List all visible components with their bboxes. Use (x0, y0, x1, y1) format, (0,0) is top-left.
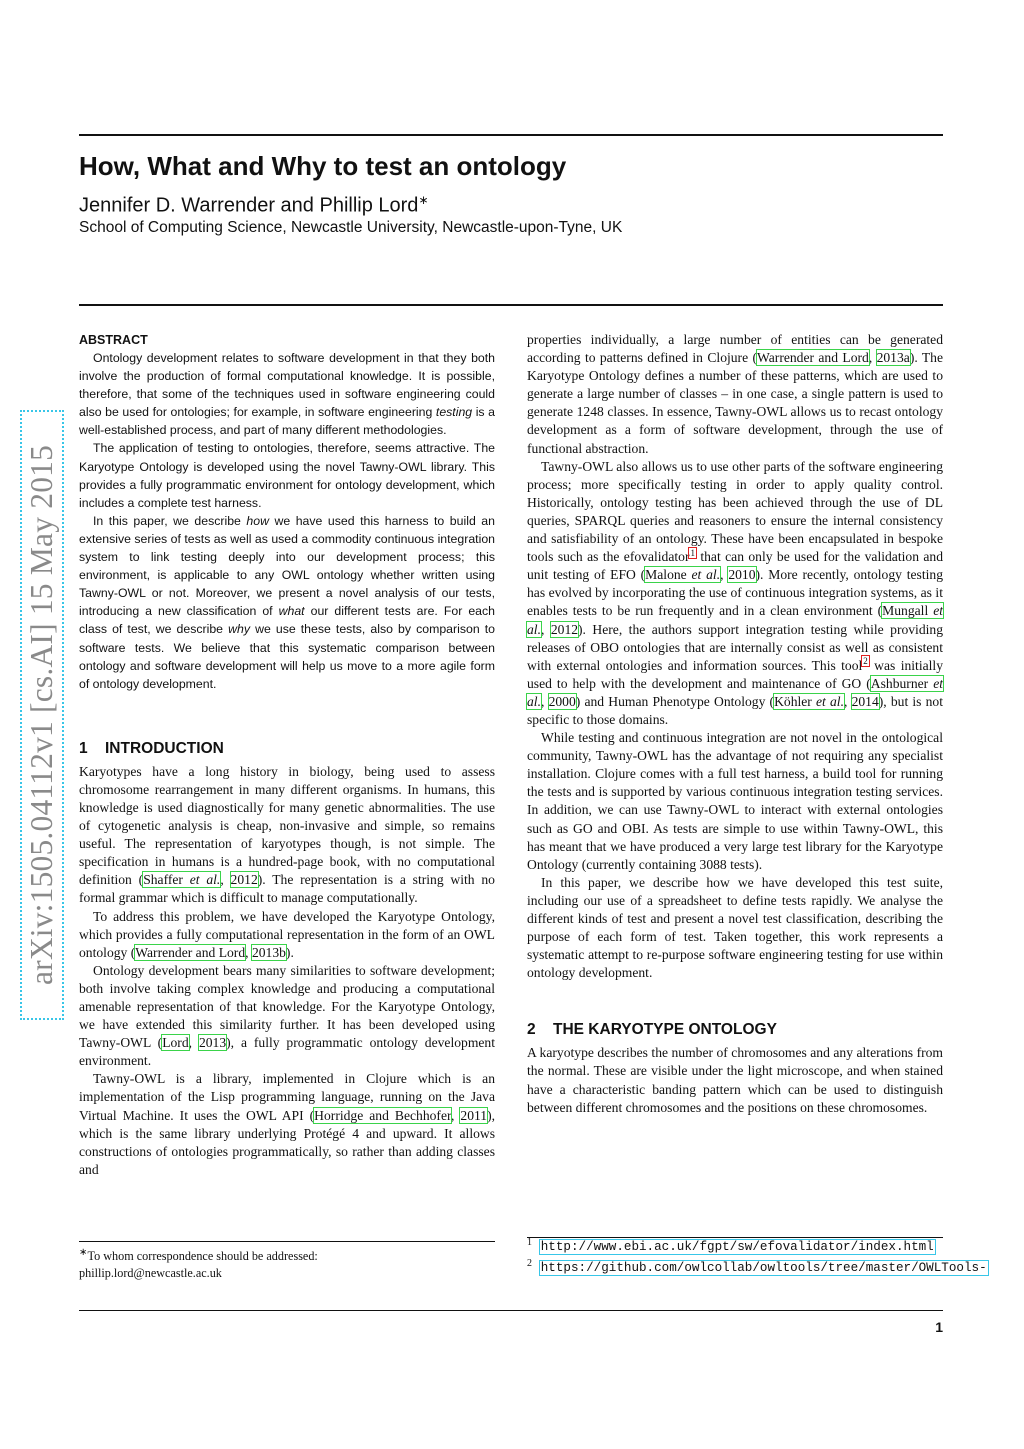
author-mark: ∗ (418, 193, 429, 207)
citation-link[interactable]: Mungall et al. (527, 603, 944, 637)
arxiv-stamp-text: arXiv:1505.04112v1 [cs.AI] 15 May 2015 (24, 444, 59, 986)
correspondence-email: phillip.lord@newcastle.ac.uk (79, 1266, 222, 1281)
citation-link[interactable]: 2013 (198, 1035, 227, 1051)
correspondence-footnote (79, 1244, 495, 1282)
citation-link[interactable]: Shaffer et al. (143, 872, 221, 888)
arxiv-stamp[interactable] (20, 410, 64, 1020)
body-paragraph: In this paper, we describe how we have developed this test suite, including our use of a spreadsheet to define tests rapidly. We analyse the different kinds of test and present a novel test classification, describing the purpose of each form of test. Taken together, this work represents a systematic attempt to re-purpose software engineering testing for use within ontology development. (527, 874, 943, 981)
section-heading (527, 1020, 943, 1040)
body-paragraph: properties individually, a large number of entities can be generated according to patterns defined in Clojure (Warrender and Lord, 2013a). The Karyotype Ontology defines a number of these patterns, which are used to generate a large number of classes – in one case, a single pattern is used to generate 1248 classes. In essence, Tawny-OWL allows us to recast ontology development as a form of software development, through the use of functional abstraction. (527, 332, 943, 456)
body-paragraph: Tawny-OWL is a library, implemented in Clojure which is an implementation of the Lisp programming language, running on the Java Virtual Machine. It uses the OWL API (Horridge and Bechhofer, 2011), which is the same library underlying Protégé 4 and upward. It allows constructions of ontologies programmatically, so rather than adding classes and (79, 1071, 496, 1177)
footnote-ref-link[interactable]: 1 (690, 547, 695, 558)
citation-link[interactable]: 2012 (550, 621, 579, 637)
citation-link[interactable]: Lord (162, 1035, 189, 1051)
footnote-2 (527, 1258, 997, 1275)
header-rule (79, 304, 943, 306)
footnote-rule (527, 1237, 943, 1238)
citation-link[interactable]: 2014 (851, 693, 879, 709)
body-paragraph: To address this problem, we have developed the Karyotype Ontology, which provides a fully computational representation in the form of an OWL ontology (Warrender and Lord, 2013b). (79, 908, 495, 960)
footnote-mark: ∗ (79, 1247, 88, 1258)
citation-link[interactable]: Warrender and Lord (135, 944, 246, 960)
abstract-paragraph: The application of testing to ontologies, therefore, seems attractive. The Karyotype Ontology is developed using the novel Tawny-OWL library. This provides a fully programmatic environment for ontology development, which includes a complete test harness. (79, 441, 495, 510)
body-paragraph: Ontology development bears many similarities to software development; both involve taking complex knowledge and producing a computational amenable representation of that knowledge. For the Karyotype Ontology, we have extended this similarity further. It has been developed using Tawny-OWL (Lord, 2013), a fully programmatic ontology development environment. (79, 962, 496, 1069)
body-paragraph: A karyotype describes the number of chromosomes and any alterations from the normal. These are visible under the light microscope, and when stained have a characteristic banding pattern which can be used to distinguish between different chromosomes and the positions on these chromosomes. (527, 1045, 943, 1115)
footnote-number: 2 (527, 1258, 532, 1269)
citation-link[interactable]: Köhler et al. (774, 693, 844, 709)
bottom-rule (79, 1310, 943, 1311)
section-title: INTRODUCTION (105, 739, 224, 757)
top-rule (79, 134, 943, 136)
footnote-rule (79, 1241, 495, 1242)
citation-link[interactable]: Ashburner et al. (527, 675, 944, 709)
section-title: THE KARYOTYPE ONTOLOGY (553, 1021, 777, 1039)
left-column (79, 331, 495, 1179)
correspondence-text: To whom correspondence should be addressed: (87, 1249, 318, 1264)
footnote-ref-link[interactable]: 2 (863, 656, 868, 667)
paper-title: How, What and Why to test an ontology (79, 151, 567, 181)
abstract-paragraph: In this paper, we describe how we have used this harness to build an extensive series of tests as well as used a commodity continuous integration system to link testing deeply into our development process; this environment, is applicable to any OWL ontology whether written using Tawny-OWL or not. Moreover, we present a novel analysis of our tests, introducing a new classification of what our different tests are. For each class of test, we describe why we use these tests, also by comparison to software tests. We believe that this systematic comparison between ontology and software development will help us move to a more agile form of ontology development. (79, 513, 495, 691)
footnote-url-link[interactable]: http://www.ebi.ac.uk/fgpt/sw/efovalidator/index.html (540, 1240, 934, 1254)
citation-link[interactable]: 2012 (230, 872, 258, 888)
section-number: 2 (527, 1021, 536, 1039)
right-column (527, 331, 943, 1117)
citation-link[interactable]: Horridge and Bechhofer (314, 1107, 451, 1123)
footnote-number: 1 (527, 1237, 532, 1248)
section-heading (79, 739, 495, 759)
citation-link[interactable]: 2011 (460, 1107, 488, 1123)
citation-link[interactable]: 2010 (728, 567, 756, 583)
citation-link[interactable]: Malone et al. (645, 567, 721, 583)
body-paragraph: Tawny-OWL also allows us to use other parts of the software engineering process; more specifically testing in order to apply quality control. Historically, ontology testing has been achieved through the use of DL queries, SPARQL queries and reasoners to ensure the internal consistency and satisfiability of an ontology. These have been encapsulated in bespoke tools such as the efovalidator$^1$ that can only be used for the validation and unit testing of EFO (Malone et al., 2010). More recently, ontology testing has evolved by incorporating the use of continuous integration systems, as it enables tests to be run frequently and in a clean environment (Mungall et al., 2012). Here, the authors support integration testing while providing releases of OBO ontologies that are internally consist as well as consistent with external ontologies and information sources. This tool$^2$ was initially used to help with the development and maintenance of GO (Ashburner et al., 2000) and Human Phenotype Ontology (Köhler et al., 2014), but is not specific to those domains. (527, 458, 944, 727)
authors: Jennifer D. Warrender and Phillip Lord (79, 194, 419, 217)
footnote-url-link[interactable]: https://github.com/owlcollab/owltools/tree/master/OWLTools- (540, 1261, 987, 1275)
body-paragraph: Karyotypes have a long history in biology, being used to assess chromosome rearrangement in many different organisms. In humans, this knowledge is used diagnostically for many genetic abnormalities. The use of cytogenetic analysis is cheap, non-invasive and simple, so remains useful. The representation of karyotypes though, is not simple. The specification in humans is a hundred-page book, with no computational definition (Shaffer et al., 2012). The representation is a string with no formal grammar which is difficult to manage computationally. (79, 763, 495, 906)
citation-link[interactable]: Warrender and Lord (757, 350, 869, 366)
citation-link[interactable]: 2000 (548, 693, 576, 709)
citation-link[interactable]: 2013b (251, 944, 286, 960)
page-number: 1 (935, 1319, 943, 1335)
citation-link[interactable]: 2013a (876, 350, 910, 366)
footnote-1 (527, 1237, 997, 1254)
body-paragraph: While testing and continuous integration are not novel in the ontological community, Tawny-OWL has the advantage of not requiring any specialist installation. Clojure comes with a full test harness, a build tool for running the tests and is supported by various continuous integration testing services. In addition, we can use Tawny-OWL to interact with external ontologies such as GO and OBI. As tests are simple to use within Tawny-OWL, this has meant that we have produced a very large test library for the Karyotype Ontology (currently containing 3088 tests). (527, 730, 943, 872)
abstract-heading: ABSTRACT (79, 333, 148, 347)
author-line (79, 187, 943, 219)
affiliation: School of Computing Science, Newcastle University, Newcastle-upon-Tyne, UK (79, 219, 623, 236)
abstract-paragraph: Ontology development relates to software development in that they both involve the production of formal computational knowledge. It is possible, therefore, that some of the techniques used in software engineering could also be used for ontologies; for example, in software engineering testing is a well-established process, and part of many different methodologies. (79, 351, 495, 438)
section-number: 1 (79, 739, 88, 757)
